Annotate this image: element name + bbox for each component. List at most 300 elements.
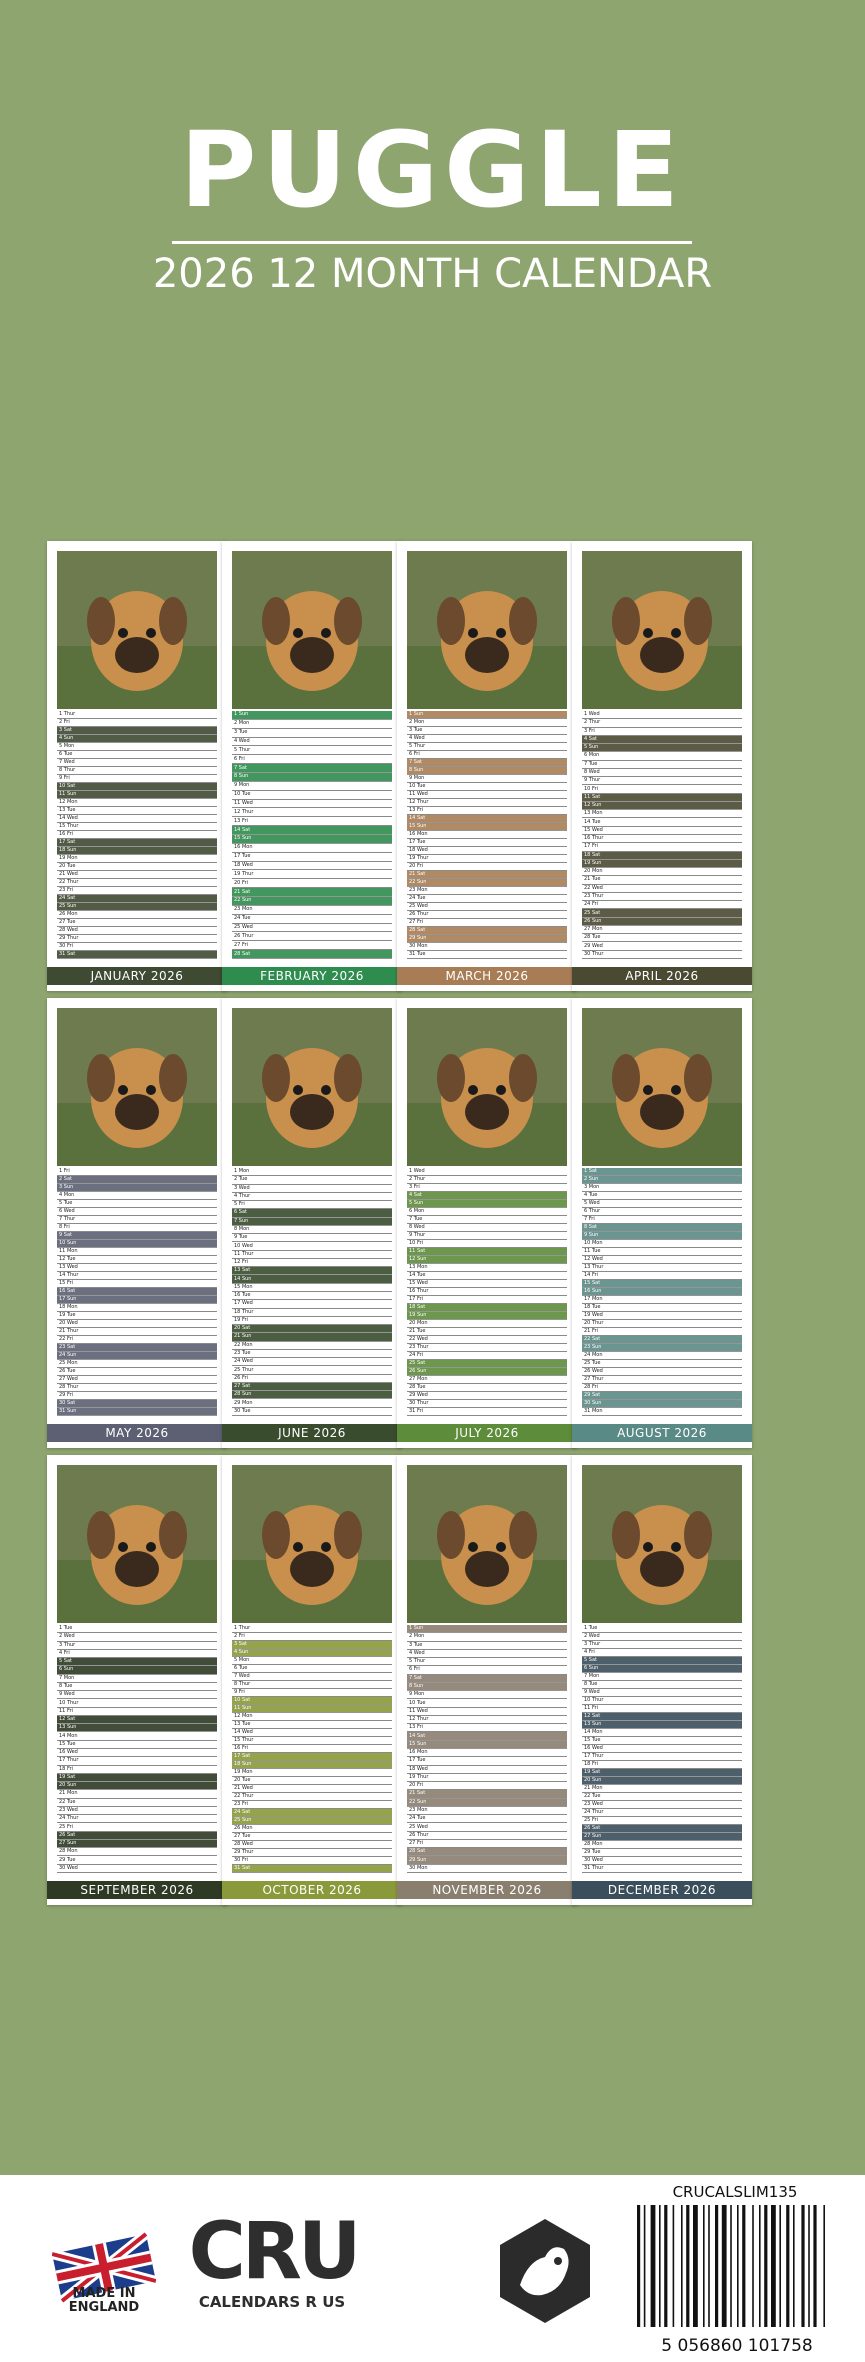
day-row[interactable] <box>57 1658 217 1666</box>
day-row[interactable] <box>57 1633 217 1641</box>
day-row[interactable] <box>232 817 392 826</box>
day-row[interactable] <box>232 1342 392 1350</box>
day-row[interactable] <box>407 1642 567 1650</box>
day-row[interactable] <box>407 1848 567 1856</box>
day-row[interactable] <box>582 852 742 860</box>
day-row[interactable] <box>57 903 217 911</box>
day-row[interactable] <box>582 1697 742 1705</box>
day-row[interactable] <box>232 950 392 959</box>
day-row[interactable] <box>582 1344 742 1352</box>
day-row[interactable] <box>232 1841 392 1849</box>
day-row[interactable] <box>232 800 392 809</box>
day-row[interactable] <box>407 743 567 751</box>
day-row[interactable] <box>582 876 742 884</box>
day-row[interactable] <box>582 1825 742 1833</box>
day-row[interactable] <box>582 1721 742 1729</box>
day-row[interactable] <box>407 839 567 847</box>
day-row[interactable] <box>582 1681 742 1689</box>
day-row[interactable] <box>407 1865 567 1873</box>
day-row[interactable] <box>232 1176 392 1184</box>
day-row[interactable] <box>57 1264 217 1272</box>
day-row[interactable] <box>407 1716 567 1724</box>
day-row[interactable] <box>57 1408 217 1416</box>
day-row[interactable] <box>582 1240 742 1248</box>
day-row[interactable] <box>57 1400 217 1408</box>
day-row[interactable] <box>232 1761 392 1769</box>
day-row[interactable] <box>407 711 567 719</box>
day-row[interactable] <box>57 1168 217 1176</box>
day-row[interactable] <box>582 1689 742 1697</box>
day-row[interactable] <box>407 887 567 895</box>
day-row[interactable] <box>582 1320 742 1328</box>
day-row[interactable] <box>582 860 742 868</box>
day-row[interactable] <box>232 915 392 924</box>
day-row[interactable] <box>57 1699 217 1707</box>
day-row[interactable] <box>232 1769 392 1777</box>
day-row[interactable] <box>407 1168 567 1176</box>
day-row[interactable] <box>232 1849 392 1857</box>
day-row[interactable] <box>407 1799 567 1807</box>
day-row[interactable] <box>407 1823 567 1831</box>
day-row[interactable] <box>232 1705 392 1713</box>
day-row[interactable] <box>582 1649 742 1657</box>
day-row[interactable] <box>582 827 742 835</box>
day-row[interactable] <box>407 1708 567 1716</box>
day-row[interactable] <box>407 791 567 799</box>
day-row[interactable] <box>407 1344 567 1352</box>
day-row[interactable] <box>57 1368 217 1376</box>
day-row[interactable] <box>407 783 567 791</box>
day-row[interactable] <box>582 1272 742 1280</box>
day-row[interactable] <box>582 1761 742 1769</box>
day-row[interactable] <box>57 1782 217 1790</box>
day-row[interactable] <box>407 1691 567 1699</box>
day-row[interactable] <box>57 1184 217 1192</box>
day-row[interactable] <box>407 719 567 727</box>
day-row[interactable] <box>407 847 567 855</box>
day-row[interactable] <box>582 802 742 810</box>
day-row[interactable] <box>407 735 567 743</box>
day-row[interactable] <box>232 1375 392 1383</box>
day-row[interactable] <box>407 1757 567 1765</box>
day-row[interactable] <box>232 835 392 844</box>
day-row[interactable] <box>407 1208 567 1216</box>
day-row[interactable] <box>57 895 217 903</box>
day-row[interactable] <box>407 1741 567 1749</box>
day-row[interactable] <box>57 847 217 855</box>
day-row[interactable] <box>582 1641 742 1649</box>
day-row[interactable] <box>232 1317 392 1325</box>
day-row[interactable] <box>232 924 392 933</box>
day-row[interactable] <box>407 1320 567 1328</box>
day-row[interactable] <box>57 807 217 815</box>
day-row[interactable] <box>582 1809 742 1817</box>
day-row[interactable] <box>232 1777 392 1785</box>
day-row[interactable] <box>582 1352 742 1360</box>
day-row[interactable] <box>232 1737 392 1745</box>
day-row[interactable] <box>57 735 217 743</box>
day-row[interactable] <box>582 1865 742 1873</box>
day-row[interactable] <box>57 1360 217 1368</box>
day-row[interactable] <box>232 1209 392 1217</box>
day-row[interactable] <box>407 1176 567 1184</box>
day-row[interactable] <box>407 727 567 735</box>
day-row[interactable] <box>407 1376 567 1384</box>
day-row[interactable] <box>582 1817 742 1825</box>
day-row[interactable] <box>232 1833 392 1841</box>
day-row[interactable] <box>582 1200 742 1208</box>
day-row[interactable] <box>407 1272 567 1280</box>
day-row[interactable] <box>582 1264 742 1272</box>
day-row[interactable] <box>57 815 217 823</box>
day-row[interactable] <box>57 1766 217 1774</box>
day-row[interactable] <box>407 815 567 823</box>
day-row[interactable] <box>57 1757 217 1765</box>
day-row[interactable] <box>407 1360 567 1368</box>
day-row[interactable] <box>407 1224 567 1232</box>
day-row[interactable] <box>57 1799 217 1807</box>
day-row[interactable] <box>232 844 392 853</box>
day-row[interactable] <box>407 1732 567 1740</box>
day-row[interactable] <box>407 831 567 839</box>
day-row[interactable] <box>407 1192 567 1200</box>
day-row[interactable] <box>582 1657 742 1665</box>
day-row[interactable] <box>57 743 217 751</box>
day-row[interactable] <box>407 895 567 903</box>
day-row[interactable] <box>582 1625 742 1633</box>
day-row[interactable] <box>232 1242 392 1250</box>
day-row[interactable] <box>57 863 217 871</box>
day-row[interactable] <box>232 1681 392 1689</box>
day-row[interactable] <box>232 746 392 755</box>
day-row[interactable] <box>232 1729 392 1737</box>
day-row[interactable] <box>582 1665 742 1673</box>
day-row[interactable] <box>57 751 217 759</box>
day-row[interactable] <box>582 1673 742 1681</box>
day-row[interactable] <box>232 1633 392 1641</box>
day-row[interactable] <box>582 1280 742 1288</box>
day-row[interactable] <box>582 1785 742 1793</box>
day-row[interactable] <box>232 1234 392 1242</box>
day-row[interactable] <box>582 1296 742 1304</box>
day-row[interactable] <box>582 942 742 950</box>
day-row[interactable] <box>232 764 392 773</box>
day-row[interactable] <box>57 1224 217 1232</box>
day-row[interactable] <box>232 1809 392 1817</box>
day-row[interactable] <box>232 1358 392 1366</box>
day-row[interactable] <box>232 862 392 871</box>
day-row[interactable] <box>582 951 742 959</box>
day-row[interactable] <box>232 897 392 906</box>
day-row[interactable] <box>57 1376 217 1384</box>
day-row[interactable] <box>232 1168 392 1176</box>
day-row[interactable] <box>582 1360 742 1368</box>
day-row[interactable] <box>582 1833 742 1841</box>
day-row[interactable] <box>582 1192 742 1200</box>
day-row[interactable] <box>582 1729 742 1737</box>
day-row[interactable] <box>57 943 217 951</box>
day-row[interactable] <box>407 1384 567 1392</box>
day-row[interactable] <box>232 1785 392 1793</box>
day-row[interactable] <box>57 1741 217 1749</box>
day-row[interactable] <box>407 1328 567 1336</box>
day-row[interactable] <box>582 752 742 760</box>
day-row[interactable] <box>232 1350 392 1358</box>
day-row[interactable] <box>232 1665 392 1673</box>
day-row[interactable] <box>232 1641 392 1649</box>
day-row[interactable] <box>407 1625 567 1633</box>
day-row[interactable] <box>57 1774 217 1782</box>
day-row[interactable] <box>57 1650 217 1658</box>
day-row[interactable] <box>582 893 742 901</box>
day-row[interactable] <box>57 767 217 775</box>
day-row[interactable] <box>582 901 742 909</box>
day-row[interactable] <box>582 868 742 876</box>
day-row[interactable] <box>407 943 567 951</box>
day-row[interactable] <box>232 711 392 720</box>
day-row[interactable] <box>57 1724 217 1732</box>
day-row[interactable] <box>407 1232 567 1240</box>
day-row[interactable] <box>57 951 217 959</box>
day-row[interactable] <box>232 932 392 941</box>
day-row[interactable] <box>582 1336 742 1344</box>
day-row[interactable] <box>407 1304 567 1312</box>
day-row[interactable] <box>407 863 567 871</box>
day-row[interactable] <box>232 1649 392 1657</box>
day-row[interactable] <box>407 1815 567 1823</box>
day-row[interactable] <box>582 1841 742 1849</box>
day-row[interactable] <box>57 919 217 927</box>
day-row[interactable] <box>232 1259 392 1267</box>
day-row[interactable] <box>232 1745 392 1753</box>
day-row[interactable] <box>407 1724 567 1732</box>
day-row[interactable] <box>57 887 217 895</box>
day-row[interactable] <box>407 1296 567 1304</box>
day-row[interactable] <box>407 951 567 959</box>
day-row[interactable] <box>57 1384 217 1392</box>
day-row[interactable] <box>407 927 567 935</box>
day-row[interactable] <box>57 1320 217 1328</box>
day-row[interactable] <box>57 927 217 935</box>
day-row[interactable] <box>57 1312 217 1320</box>
day-row[interactable] <box>57 1328 217 1336</box>
day-row[interactable] <box>582 934 742 942</box>
day-row[interactable] <box>57 823 217 831</box>
day-row[interactable] <box>407 911 567 919</box>
day-row[interactable] <box>232 738 392 747</box>
day-row[interactable] <box>57 1232 217 1240</box>
day-row[interactable] <box>57 911 217 919</box>
day-row[interactable] <box>582 761 742 769</box>
day-row[interactable] <box>407 1312 567 1320</box>
day-row[interactable] <box>407 775 567 783</box>
day-row[interactable] <box>57 1192 217 1200</box>
day-row[interactable] <box>407 1699 567 1707</box>
day-row[interactable] <box>582 1288 742 1296</box>
day-row[interactable] <box>582 1168 742 1176</box>
day-row[interactable] <box>582 1408 742 1416</box>
day-row[interactable] <box>232 1325 392 1333</box>
day-row[interactable] <box>407 903 567 911</box>
day-row[interactable] <box>57 1856 217 1864</box>
day-row[interactable] <box>582 1216 742 1224</box>
day-row[interactable] <box>57 1708 217 1716</box>
day-row[interactable] <box>57 1675 217 1683</box>
day-row[interactable] <box>582 1392 742 1400</box>
day-row[interactable] <box>232 1399 392 1407</box>
day-row[interactable] <box>57 1683 217 1691</box>
day-row[interactable] <box>582 818 742 826</box>
day-row[interactable] <box>407 1184 567 1192</box>
day-row[interactable] <box>57 1288 217 1296</box>
day-row[interactable] <box>232 1721 392 1729</box>
day-row[interactable] <box>582 1769 742 1777</box>
day-row[interactable] <box>582 1208 742 1216</box>
day-row[interactable] <box>407 1666 567 1674</box>
day-row[interactable] <box>232 1309 392 1317</box>
day-row[interactable] <box>232 782 392 791</box>
day-row[interactable] <box>232 853 392 862</box>
day-row[interactable] <box>232 1673 392 1681</box>
day-row[interactable] <box>232 1657 392 1665</box>
day-row[interactable] <box>582 1713 742 1721</box>
day-row[interactable] <box>57 1208 217 1216</box>
day-row[interactable] <box>232 1753 392 1761</box>
day-row[interactable] <box>57 1216 217 1224</box>
day-row[interactable] <box>582 1849 742 1857</box>
day-row[interactable] <box>407 1408 567 1416</box>
day-row[interactable] <box>582 1857 742 1865</box>
day-row[interactable] <box>57 839 217 847</box>
day-row[interactable] <box>232 808 392 817</box>
day-row[interactable] <box>57 711 217 719</box>
day-row[interactable] <box>57 1749 217 1757</box>
day-row[interactable] <box>582 835 742 843</box>
day-row[interactable] <box>57 1248 217 1256</box>
day-row[interactable] <box>232 1201 392 1209</box>
day-row[interactable] <box>582 744 742 752</box>
day-row[interactable] <box>582 918 742 926</box>
day-row[interactable] <box>232 1793 392 1801</box>
day-row[interactable] <box>232 1857 392 1865</box>
day-row[interactable] <box>407 1256 567 1264</box>
day-row[interactable] <box>582 1224 742 1232</box>
day-row[interactable] <box>57 791 217 799</box>
day-row[interactable] <box>232 1267 392 1275</box>
day-row[interactable] <box>407 1352 567 1360</box>
day-row[interactable] <box>57 879 217 887</box>
day-row[interactable] <box>582 1753 742 1761</box>
day-row[interactable] <box>407 935 567 943</box>
day-row[interactable] <box>57 1176 217 1184</box>
day-row[interactable] <box>582 926 742 934</box>
day-row[interactable] <box>582 1793 742 1801</box>
day-row[interactable] <box>582 1777 742 1785</box>
day-row[interactable] <box>407 1807 567 1815</box>
day-row[interactable] <box>232 1284 392 1292</box>
day-row[interactable] <box>407 807 567 815</box>
day-row[interactable] <box>232 1366 392 1374</box>
day-row[interactable] <box>232 773 392 782</box>
day-row[interactable] <box>57 1344 217 1352</box>
day-row[interactable] <box>582 1304 742 1312</box>
day-row[interactable] <box>407 1840 567 1848</box>
day-row[interactable] <box>582 1256 742 1264</box>
day-row[interactable] <box>232 1333 392 1341</box>
day-row[interactable] <box>232 1226 392 1234</box>
day-row[interactable] <box>57 1256 217 1264</box>
day-row[interactable] <box>407 1856 567 1864</box>
day-row[interactable] <box>57 1280 217 1288</box>
day-row[interactable] <box>57 1642 217 1650</box>
day-row[interactable] <box>407 1248 567 1256</box>
day-row[interactable] <box>57 1296 217 1304</box>
day-row[interactable] <box>57 871 217 879</box>
day-row[interactable] <box>407 823 567 831</box>
day-row[interactable] <box>232 1193 392 1201</box>
day-row[interactable] <box>232 1300 392 1308</box>
day-row[interactable] <box>57 1840 217 1848</box>
day-row[interactable] <box>582 1328 742 1336</box>
day-row[interactable] <box>57 855 217 863</box>
day-row[interactable] <box>57 727 217 735</box>
day-row[interactable] <box>232 941 392 950</box>
day-row[interactable] <box>57 1666 217 1674</box>
day-row[interactable] <box>57 1200 217 1208</box>
day-row[interactable] <box>582 1384 742 1392</box>
day-row[interactable] <box>57 759 217 767</box>
day-row[interactable] <box>582 843 742 851</box>
day-row[interactable] <box>582 1745 742 1753</box>
day-row[interactable] <box>232 729 392 738</box>
day-row[interactable] <box>57 1716 217 1724</box>
day-row[interactable] <box>407 1200 567 1208</box>
day-row[interactable] <box>582 1705 742 1713</box>
day-row[interactable] <box>57 1732 217 1740</box>
day-row[interactable] <box>57 1392 217 1400</box>
day-row[interactable] <box>407 1658 567 1666</box>
day-row[interactable] <box>582 1633 742 1641</box>
day-row[interactable] <box>407 767 567 775</box>
day-row[interactable] <box>57 1790 217 1798</box>
day-row[interactable] <box>232 888 392 897</box>
day-row[interactable] <box>232 1218 392 1226</box>
day-row[interactable] <box>232 1865 392 1873</box>
day-row[interactable] <box>57 1807 217 1815</box>
day-row[interactable] <box>232 1697 392 1705</box>
day-row[interactable] <box>57 783 217 791</box>
day-row[interactable] <box>232 1825 392 1833</box>
day-row[interactable] <box>407 1790 567 1798</box>
day-row[interactable] <box>57 1625 217 1633</box>
day-row[interactable] <box>582 1737 742 1745</box>
day-row[interactable] <box>582 769 742 777</box>
day-row[interactable] <box>57 1352 217 1360</box>
day-row[interactable] <box>582 785 742 793</box>
day-row[interactable] <box>232 720 392 729</box>
day-row[interactable] <box>232 1713 392 1721</box>
day-row[interactable] <box>232 1292 392 1300</box>
day-row[interactable] <box>407 1368 567 1376</box>
day-row[interactable] <box>582 777 742 785</box>
day-row[interactable] <box>407 1392 567 1400</box>
day-row[interactable] <box>407 1280 567 1288</box>
day-row[interactable] <box>582 810 742 818</box>
day-row[interactable] <box>407 759 567 767</box>
day-row[interactable] <box>582 1400 742 1408</box>
day-row[interactable] <box>407 1400 567 1408</box>
day-row[interactable] <box>232 1275 392 1283</box>
